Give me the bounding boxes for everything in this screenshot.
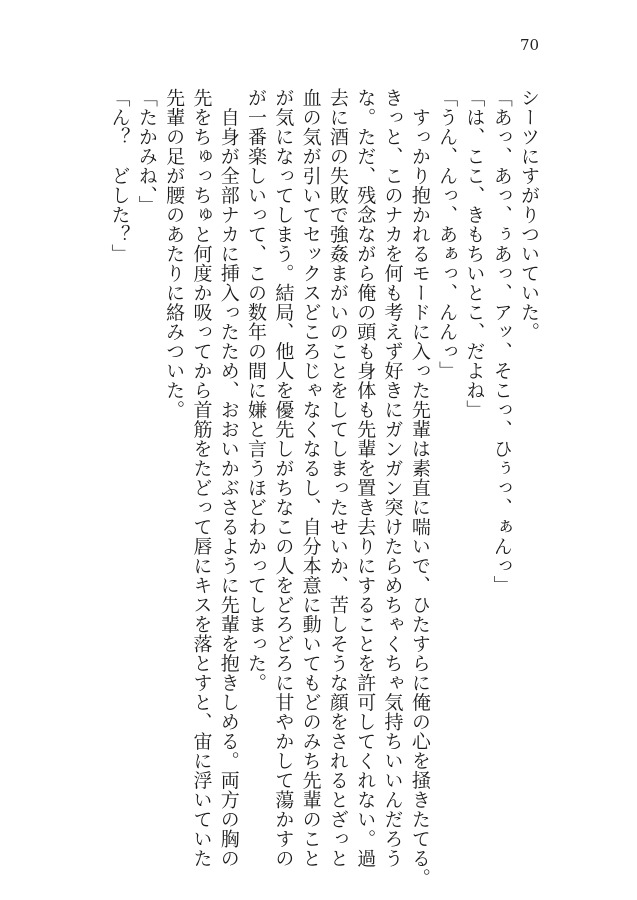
text-line: 先輩の足が腰のあたりに絡みついた。 <box>163 88 186 420</box>
text-line: な。ただ、残念ながら俺の頭も身体も先輩を置き去りにすることを許可してくれない。過 <box>354 88 377 868</box>
text-line: 先をちゅっちゅと何度か吸ってから首筋をたどって唇にキスを落とすと、宙に浮いていた <box>190 88 213 868</box>
novel-text-block <box>72 88 542 888</box>
text-line: が気になってしまう。結局、他人を優先しがちなこの人をどろどろに甘やかして蕩かすの <box>272 88 295 868</box>
text-line: すっかり抱かれるモードに入った先輩は素直に喘いで、ひたすらに俺の心を掻きたてる。 <box>408 88 431 888</box>
text-line: 「あっ、あっ、ぅあっ、アッ、そこっ、ひぅっ、ぁんっ」 <box>490 88 513 595</box>
page-number: 70 <box>520 36 540 54</box>
text-line: シーツにすがりついていた。 <box>518 88 540 342</box>
text-line: きっと、このナカを何も考えず好きにガンガン突けたらめちゃくちゃ気持ちいいんだろう <box>381 88 404 868</box>
text-line: 「ん？ どした？」 <box>108 88 131 264</box>
text-line: 「たかみね、」 <box>135 88 158 215</box>
text-line: 「は、ここ、きもちいとこ、だよね」 <box>463 88 486 420</box>
text-line: 「うん、んっ、あぁっ、んんっ」 <box>436 88 459 381</box>
text-line: が一番楽しいって、この数年の間に嫌と言うほどわかってしまった。 <box>245 88 268 693</box>
text-line: 自身が全部ナカに挿入ったため、おおいかぶさるように先輩を抱きしめる。両方の胸の <box>217 88 240 868</box>
text-line: 血の気が引いてセックスどころじゃなくなるし、自分本意に動いてもどのみち先輩のこと <box>299 88 322 868</box>
text-line: 去に酒の失敗で強姦まがいのことをしてしまったせいか、苦しそうな顔をされるとざっと <box>326 88 349 868</box>
